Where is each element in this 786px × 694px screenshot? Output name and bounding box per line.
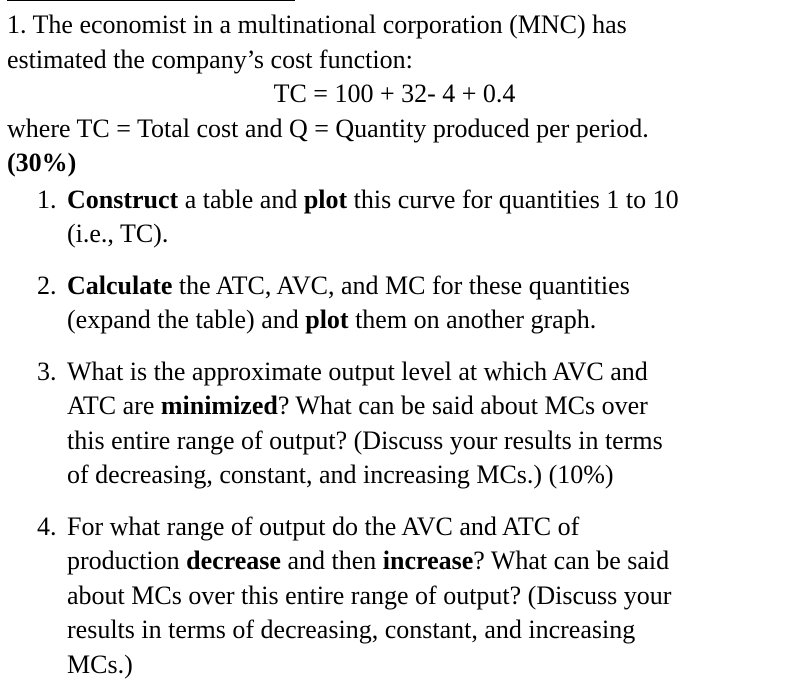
sub-question-4 bbox=[7, 510, 782, 683]
bold-term: Construct bbox=[67, 184, 179, 214]
sub-question-3-line-4: of decreasing, constant, and increasing MCs.) (10%) bbox=[67, 460, 614, 489]
bold-term: plot bbox=[303, 184, 348, 214]
sub-question-3-line-2 bbox=[67, 389, 782, 424]
text-run: this curve for quantities 1 to 10 bbox=[347, 184, 679, 214]
bold-term: Calculate bbox=[67, 270, 173, 300]
text-run: ? What can be said bbox=[473, 546, 670, 575]
sub-question-2-line-1 bbox=[67, 269, 782, 304]
text-run: a table and bbox=[178, 184, 304, 214]
sub-question-number: 2. bbox=[37, 270, 57, 300]
variable-definition: where TC = Total cost and Q = Quantity produced per period. bbox=[7, 113, 649, 143]
sub-question-1 bbox=[7, 183, 782, 252]
sub-question-2 bbox=[7, 269, 782, 338]
text-run: production bbox=[67, 546, 187, 575]
bold-term: increase bbox=[382, 546, 474, 575]
text-run: the ATC, AVC, and MC for these quantities bbox=[172, 270, 630, 300]
sub-question-3 bbox=[7, 355, 782, 493]
top-rule bbox=[7, 0, 295, 1]
text-run: them on another graph. bbox=[348, 305, 597, 334]
question-document bbox=[7, 8, 782, 682]
text-run: ? What can be said about MCs over bbox=[277, 391, 648, 420]
sub-question-3-line-3: this entire range of output? (Discuss your results in terms bbox=[67, 425, 663, 455]
sub-question-2-line-2 bbox=[67, 303, 782, 338]
sub-question-number: 3. bbox=[37, 356, 57, 386]
sub-question-4-line-5: MCs.) bbox=[67, 649, 133, 679]
intro-line-2: estimated the company’s cost function: bbox=[7, 44, 413, 74]
sub-question-4-line-4: results in terms of decreasing, constant, and increasing bbox=[67, 615, 636, 644]
text-run: and then bbox=[280, 546, 383, 575]
bold-term: plot bbox=[305, 305, 349, 334]
text-run: (expand the table) and bbox=[67, 305, 306, 334]
sub-question-4-line-1: For what range of output do the AVC and ATC of bbox=[67, 511, 580, 541]
cost-function-equation: TC = 100 + 32- 4 + 0.4 bbox=[273, 79, 516, 108]
sub-questions-list bbox=[7, 183, 782, 683]
sub-question-1-line-1 bbox=[67, 183, 782, 218]
sub-question-4-line-2 bbox=[67, 544, 782, 579]
text-run: ATC are bbox=[67, 391, 161, 420]
question-weight bbox=[7, 146, 782, 181]
sub-question-number: 4. bbox=[37, 511, 57, 541]
sub-question-3-line-1: What is the approximate output level at which AVC and bbox=[67, 356, 648, 386]
sub-question-1-line-2: (i.e., TC). bbox=[67, 219, 169, 248]
sub-question-number: 1. bbox=[37, 184, 57, 214]
bold-term: minimized bbox=[160, 391, 278, 420]
bold-term: decrease bbox=[186, 546, 281, 575]
intro-line-1: 1. The economist in a multinational corporation (MNC) has bbox=[7, 10, 627, 39]
weight-text: (30%) bbox=[7, 148, 77, 177]
sub-question-4-line-3: about MCs over this entire range of output? (Discuss your bbox=[67, 580, 672, 610]
